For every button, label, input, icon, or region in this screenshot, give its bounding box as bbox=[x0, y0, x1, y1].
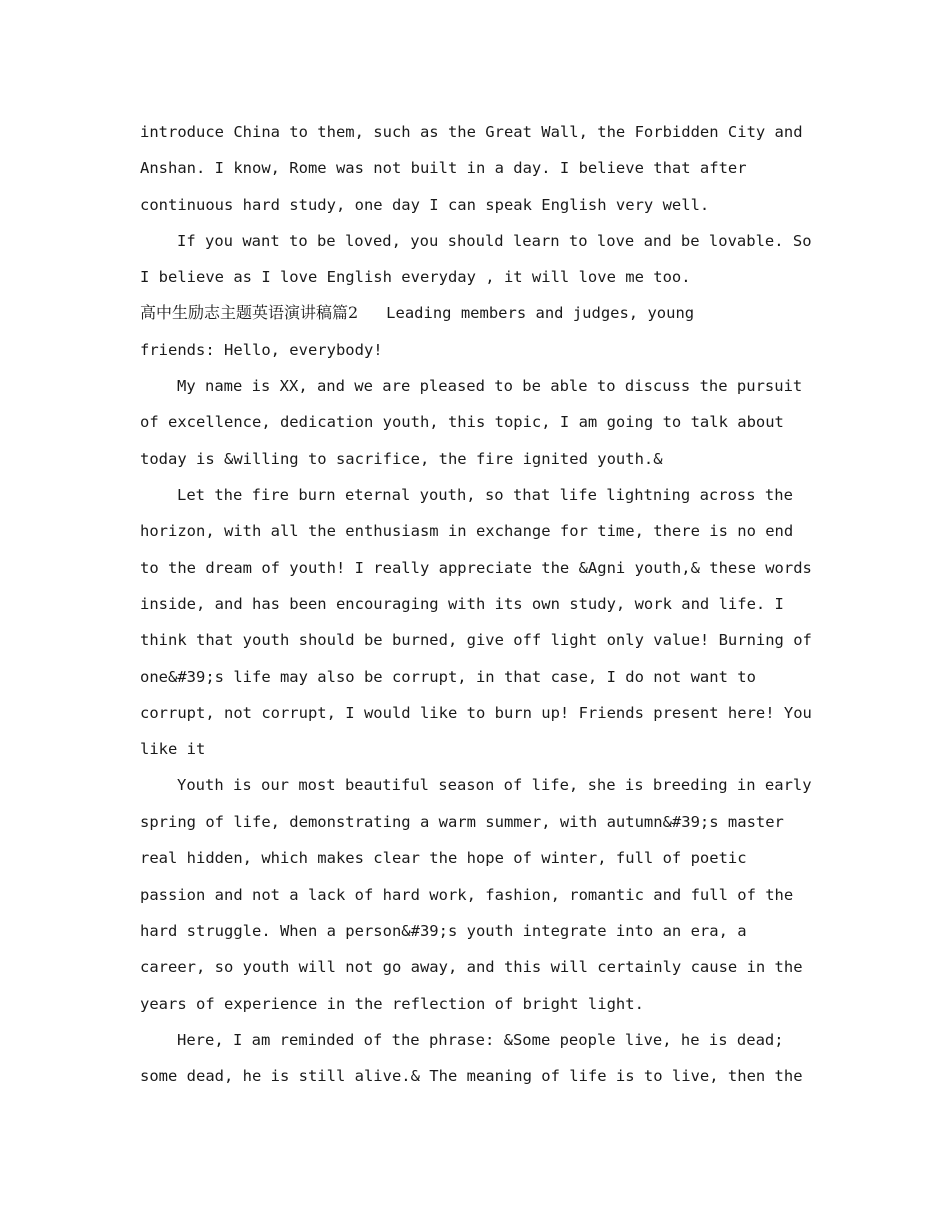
paragraph-start-line: Here, I am reminded of the phrase: &Some people live, he is dead; bbox=[177, 1031, 784, 1049]
section-heading-row bbox=[140, 303, 820, 323]
text-line: hard struggle. When a person&#39;s youth integrate into an era, a bbox=[140, 922, 747, 940]
text-line: one&#39;s life may also be corrupt, in that case, I do not want to bbox=[140, 668, 756, 686]
text-line: some dead, he is still alive.& The meaning of life is to live, then the bbox=[140, 1067, 803, 1085]
section-heading-text: Leading members and judges, young bbox=[358, 304, 695, 322]
paragraph-start-line: Let the fire burn eternal youth, so that life lightning across the bbox=[177, 486, 793, 504]
text-line: continuous hard study, one day I can speak English very well. bbox=[140, 196, 710, 214]
text-line: corrupt, not corrupt, I would like to burn up! Friends present here! You bbox=[140, 704, 812, 722]
paragraph-start-line: Youth is our most beautiful season of life, she is breeding in early bbox=[177, 776, 812, 794]
text-line: think that youth should be burned, give off light only value! Burning of bbox=[140, 631, 812, 649]
text-line: like it bbox=[140, 740, 206, 758]
text-line: today is &willing to sacrifice, the fire ignited youth.& bbox=[140, 450, 663, 468]
text-line: I believe as I love English everyday , it will love me too. bbox=[140, 268, 691, 286]
text-line: horizon, with all the enthusiasm in exchange for time, there is no end bbox=[140, 522, 794, 540]
text-line: inside, and has been encouraging with its own study, work and life. I bbox=[140, 595, 784, 613]
text-line: years of experience in the reflection of bright light. bbox=[140, 995, 644, 1013]
text-line: career, so youth will not go away, and this will certainly cause in the bbox=[140, 958, 803, 976]
text-line: passion and not a lack of hard work, fashion, romantic and full of the bbox=[140, 886, 794, 904]
text-line: of excellence, dedication youth, this topic, I am going to talk about bbox=[140, 413, 784, 431]
text-line: friends: Hello, everybody! bbox=[140, 341, 383, 359]
section-heading-title: 高中生励志主题英语演讲稿篇2 bbox=[140, 303, 359, 322]
paragraph-start-line: My name is XX, and we are pleased to be able to discuss the pursuit bbox=[177, 377, 803, 395]
text-line: Anshan. I know, Rome was not built in a day. I believe that after bbox=[140, 159, 747, 177]
text-line: real hidden, which makes clear the hope of winter, full of poetic bbox=[140, 849, 747, 867]
text-line: to the dream of youth! I really appreciate the &Agni youth,& these words bbox=[140, 559, 812, 577]
text-line: spring of life, demonstrating a warm summer, with autumn&#39;s master bbox=[140, 813, 784, 831]
paragraph-start-line: If you want to be loved, you should learn to love and be lovable. So bbox=[177, 232, 812, 250]
text-line: introduce China to them, such as the Great Wall, the Forbidden City and bbox=[140, 123, 803, 141]
